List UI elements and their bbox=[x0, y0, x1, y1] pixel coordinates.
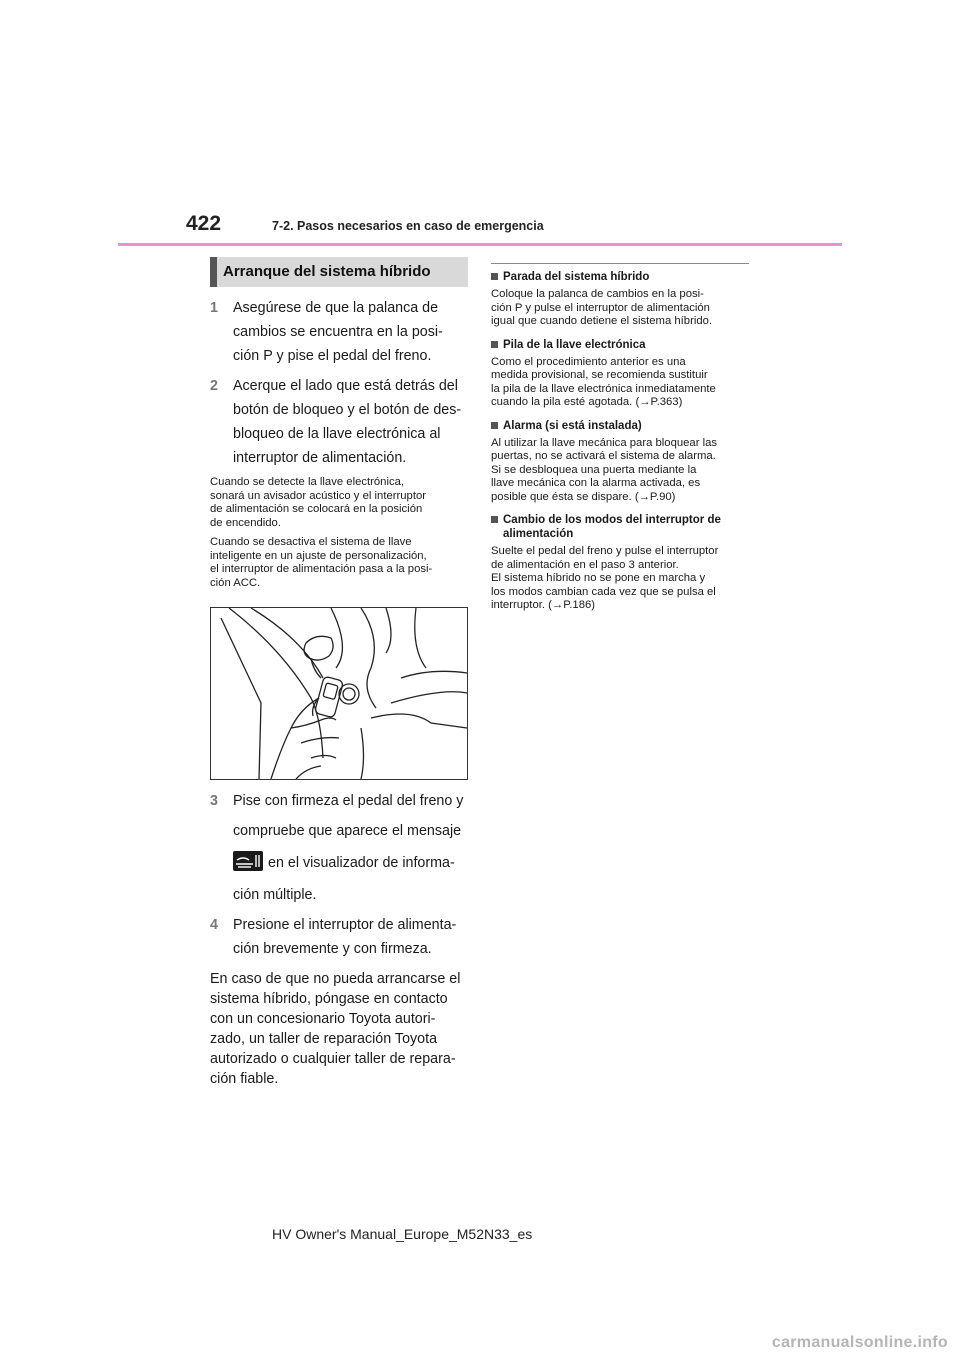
section-heading: Arranque del sistema híbrido bbox=[210, 257, 468, 287]
header-rule bbox=[118, 243, 842, 246]
info-block-modos bbox=[491, 513, 749, 613]
text-line: Alarma (si está instalada) bbox=[503, 419, 642, 432]
info-block-alarma bbox=[491, 419, 749, 505]
step-number: 3 bbox=[210, 793, 218, 809]
info-body bbox=[491, 437, 749, 505]
bullet-square-icon bbox=[491, 516, 498, 523]
text-line: Coloque la palanca de cambios en la posi- bbox=[491, 288, 704, 300]
text-line: cambios se encuentra en la posi- bbox=[233, 324, 443, 340]
watermark: carmanualsonline.info bbox=[771, 1334, 948, 1351]
bullet-square-icon bbox=[491, 273, 498, 280]
footer-manual-id: HV Owner's Manual_Europe_M52N33_es bbox=[272, 1226, 533, 1242]
bullet-square-icon bbox=[491, 341, 498, 348]
text-line: Si se desbloquea una puerta mediante la bbox=[491, 463, 697, 476]
text-line: de alimentación en el paso 3 anterior. bbox=[491, 558, 679, 571]
closing-paragraph bbox=[210, 969, 468, 1089]
text-line: compruebe que aparece el mensaje bbox=[233, 823, 462, 839]
text-line: medida provisional, se recomienda sustituir bbox=[491, 369, 708, 381]
info-title bbox=[491, 513, 749, 541]
info-title bbox=[491, 338, 749, 352]
text-line: sonará un avisador acústico y el interruptor bbox=[210, 489, 427, 502]
step-text bbox=[233, 913, 468, 961]
text-line: la pila de la llave electrónica inmediatamente bbox=[491, 382, 716, 395]
step-text bbox=[233, 789, 468, 907]
info-title bbox=[491, 270, 749, 284]
text-line: bloqueo de la llave electrónica al bbox=[233, 426, 441, 442]
step-number: 4 bbox=[210, 917, 218, 933]
text-line: sistema híbrido, póngase en contacto bbox=[210, 991, 448, 1007]
text-line: botón de bloqueo y el botón de des- bbox=[233, 402, 462, 418]
section-header: 7-2. Pasos necesarios en caso de emergencia bbox=[272, 219, 544, 233]
page-reference-link[interactable]: posible que ésta se dispare. (→P.90) bbox=[491, 490, 676, 503]
text-line: el interruptor de alimentación pasa a la posi- bbox=[210, 563, 433, 575]
right-column-rule bbox=[491, 263, 749, 264]
step-text bbox=[233, 296, 468, 368]
right-column bbox=[491, 263, 749, 622]
text-line: igual que cuando detiene el sistema híbrido. bbox=[491, 315, 713, 327]
bullet-square-icon bbox=[491, 422, 498, 429]
step-3 bbox=[210, 789, 468, 907]
info-body bbox=[491, 545, 749, 613]
steps-list-continued bbox=[210, 789, 468, 961]
text-line: ción P y pise el pedal del freno. bbox=[233, 348, 432, 364]
text-line: puertas, no se activará el sistema de alarma. bbox=[491, 450, 716, 462]
page-reference-link[interactable]: cuando la pila esté agotada. (→P.363) bbox=[491, 396, 683, 408]
step-text bbox=[233, 374, 468, 470]
text-line: llave mecánica con la alarma activada, es bbox=[491, 477, 701, 489]
text-line: Cuando se detecte la llave electrónica, bbox=[210, 476, 405, 488]
brake-message-icon bbox=[233, 851, 263, 871]
text-line: inteligente en un ajuste de personalización, bbox=[210, 549, 427, 562]
text-line: Parada del sistema híbrido bbox=[503, 271, 650, 283]
step-4 bbox=[210, 913, 468, 961]
page-reference-link[interactable]: interruptor. (→P.186) bbox=[491, 599, 596, 611]
text-line: Cambio de los modos del interruptor de bbox=[503, 514, 721, 526]
text-line: ción ACC. bbox=[210, 576, 261, 589]
text-line: Pise con firmeza el pedal del freno y bbox=[233, 793, 464, 809]
text-line: de alimentación se colocará en la posición bbox=[210, 503, 423, 515]
note-1 bbox=[210, 476, 468, 530]
text-line: ción múltiple. bbox=[233, 887, 317, 903]
text-line: ción fiable. bbox=[210, 1071, 279, 1087]
text-line: Presione el interruptor de alimenta- bbox=[233, 917, 457, 933]
page-number: 422 bbox=[186, 212, 222, 235]
step-2 bbox=[210, 374, 468, 470]
step-1 bbox=[210, 296, 468, 368]
text-line: los modos cambian cada vez que se pulsa el bbox=[491, 585, 716, 598]
text-line: Acerque el lado que está detrás del bbox=[233, 378, 458, 394]
text-line: En caso de que no pueda arrancarse el bbox=[210, 971, 461, 987]
step-number: 2 bbox=[210, 378, 218, 394]
text-line: ción brevemente y con firmeza. bbox=[233, 941, 432, 957]
text-fragment: en el visualizador de informa- bbox=[268, 855, 455, 871]
text-line: Pila de la llave electrónica bbox=[503, 338, 646, 351]
text-line: ción P y pulse el interruptor de alimentación bbox=[491, 301, 710, 314]
steps-list bbox=[210, 296, 468, 470]
note-2 bbox=[210, 536, 468, 590]
info-title bbox=[491, 419, 749, 433]
text-line: zado, un taller de reparación Toyota bbox=[210, 1031, 438, 1047]
key-illustration bbox=[210, 607, 468, 780]
text-line: El sistema híbrido no se pone en marcha y bbox=[491, 572, 706, 584]
step-number: 1 bbox=[210, 300, 218, 316]
left-column bbox=[210, 257, 468, 1089]
text-line: de encendido. bbox=[210, 516, 281, 529]
text-line: con un concesionario Toyota autori- bbox=[210, 1011, 436, 1027]
text-line-with-icon bbox=[233, 851, 468, 875]
hand-key-icon bbox=[211, 608, 467, 779]
text-line: Cuando se desactiva el sistema de llave bbox=[210, 536, 412, 548]
text-line: Suelte el pedal del freno y pulse el interruptor bbox=[491, 545, 719, 557]
info-block-pila bbox=[491, 338, 749, 410]
text-line: Al utilizar la llave mecánica para bloquear las bbox=[491, 436, 718, 449]
info-body bbox=[491, 288, 749, 329]
text-line: interruptor de alimentación. bbox=[233, 450, 407, 466]
text-line: autorizado o cualquier taller de repara- bbox=[210, 1051, 456, 1067]
text-line: alimentación bbox=[503, 528, 574, 540]
text-line: Como el procedimiento anterior es una bbox=[491, 355, 686, 368]
info-body bbox=[491, 356, 749, 410]
info-block-parada bbox=[491, 270, 749, 329]
text-line: Asegúrese de que la palanca de bbox=[233, 300, 439, 316]
